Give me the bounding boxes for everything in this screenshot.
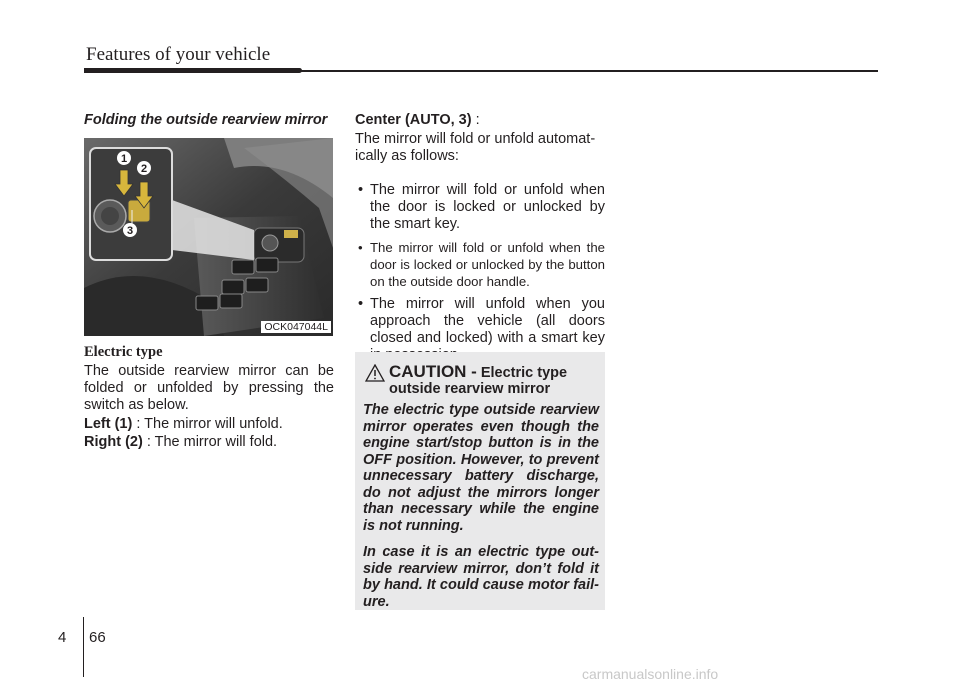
section-heading: Folding the outside rearview mirror [84,112,328,128]
page-number: 66 [89,629,106,646]
bullet-text-3: The mirror will unfold when you approach the vehicle (all doors closed and locked) with a smart key [370,296,605,346]
watermark-text: carmanualsonline.info [582,666,719,682]
figure-label-1: 1 [120,153,128,165]
figure-label-3: 3 [126,225,134,237]
left-switch-label: Left (1) [84,416,133,432]
caution-title-main: CAUTION - [389,362,477,381]
list-item: • The mirror will fold or unfold when the door is locked or unlocked by the button on the outside door handle. [358,240,605,289]
bullet-text-2: The mirror will fold or unfold when the door is locked or unlocked by the button on the outside door handle. [370,240,605,289]
caution-subtitle: outside rearview mirror [389,381,551,397]
center-auto-label: Center (AUTO, 3) [355,112,472,128]
caution-paragraph-1: The electric type outside rearview mirror operates even though the engine start/stop button is in the OFF position. However, to prevent unnecessary battery discharge, do not adjust the mirrors longer than necessary while the engine is not running. [363,402,599,534]
caution-paragraph-2: In case it is an electric type out-side rearview mirror, don’t fold it by hand. It could cause motor fail-ure. [363,544,599,610]
auto-intro-text: The mirror will fold or unfold automat-ically as follows: [355,131,596,164]
left-switch-line [84,416,283,432]
header-rule-thin [300,70,878,72]
mirror-switch-photo [84,138,333,336]
header-rule-thick [84,68,302,73]
electric-type-paragraph: The outside rearview mirror can be folded or unfolded by pressing the switch as below. [84,363,334,413]
chapter-number: 4 [58,629,67,646]
figure-label-2: 2 [140,163,148,175]
center-auto-suffix: : [471,112,480,128]
figure-code: OCK047044L [261,321,331,333]
warning-triangle-icon [365,364,385,382]
left-switch-text: : The mirror will unfold. [132,416,283,432]
caution-title-rest: Electric type [476,365,568,381]
footer-rule [83,617,84,677]
auto-bullet-list [355,182,605,370]
right-switch-label: Right (2) [84,434,143,450]
right-switch-line [84,434,277,450]
list-item: • The mirror will fold or unfold when the door is locked or unlocked by the smart key. [358,182,605,232]
bullet-text-1: The mirror will fold or unfold when the door is locked or unlocked by the smart key. [370,182,605,232]
list-item: • The mirror will unfold when you approach the vehicle (all doors closed and locked) with a smart key [355,296,605,364]
door-panel-illustration [84,138,333,336]
subheading-electric-type: Electric type [84,344,163,360]
center-auto-line [355,112,605,129]
caution-body [363,402,599,620]
page-header-title: Features of your vehicle [86,44,271,65]
caution-box [355,352,605,610]
caution-title [389,362,567,382]
right-switch-text: : The mirror will fold. [142,434,278,450]
